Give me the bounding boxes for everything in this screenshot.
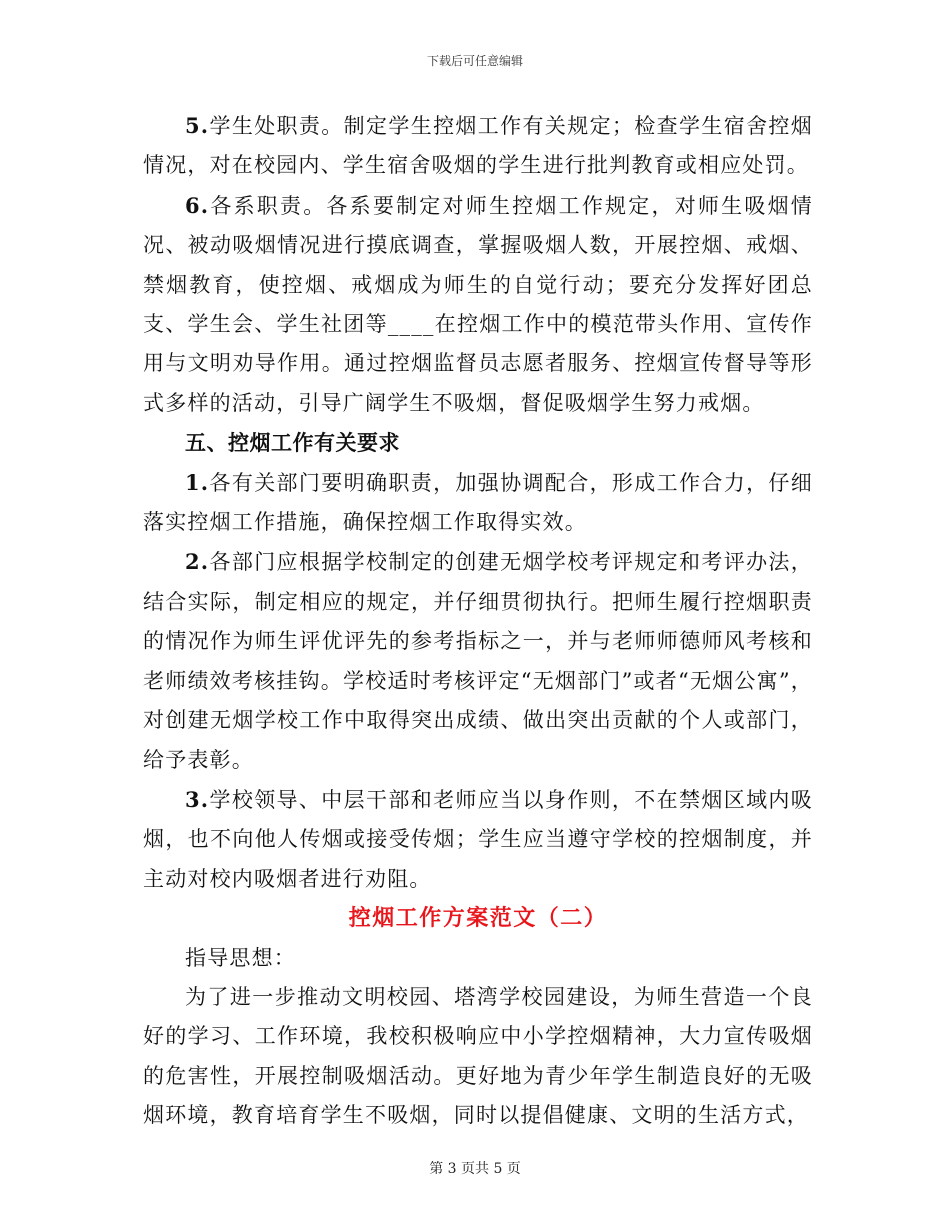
paragraph-requirement-2	[143, 542, 813, 779]
item-number: 2.	[185, 549, 210, 575]
paragraph-text: 学生处职责。制定学生控烟工作有关规定；检查学生宿舍控烟情况，对在校园内、学生宿舍吸烟的学生进行批判教育或相应处罚。	[143, 114, 813, 178]
item-number: 1.	[185, 469, 210, 495]
section-heading: 五、控烟工作有关要求	[185, 430, 400, 456]
paragraph-text: 各有关部门要明确职责，加强协调配合，形成工作合力，仔细落实控烟工作措施，确保控烟工作取得实效。	[143, 470, 813, 535]
paragraph-text: 各部门应根据学校制定的创建无烟学校考评规定和考评办法，结合实际，制定相应的规定，并仔细贯彻执行。把师生履行控烟职责的情况作为师生评优评先的参考指标之一，并与老师师德师风考核和老师绩效考核挂钩。学校适时考核评定“无烟部门”或者“无烟公寓”，对创建无烟学校工作中取得突出成绩、做出突出贡献的个人或部门，给予表彰。	[143, 550, 813, 772]
paragraph-guiding-thought: 为了进一步推动文明校园、塔湾学校园建设，为师生营造一个良好的学习、工作环境，我校积极响应中小学控烟精神，大力宣传吸烟的危害性，开展控制吸烟活动。更好地为青少年学生制造良好的无吸烟环境，教育培育学生不吸烟，同时以提倡健康、文明的生活方式，	[143, 984, 813, 1128]
paragraph-text: 学校领导、中层干部和老师应当以身作则，不在禁烟区域内吸烟，也不向他人传烟或接受传烟；学生应当遵守学校的控烟制度，并主动对校内吸烟者进行劝阻。	[143, 787, 813, 891]
paragraph-requirement-1	[143, 463, 813, 543]
paragraph-text: 各系职责。各系要制定对师生控烟工作规定，对师生吸烟情况、被动吸烟情况进行摸底调查，掌握吸烟人数，开展控烟、戒烟、禁烟教育，使控烟、戒烟成为师生的自觉行动；要充分发挥好团总支、学生会、学生社团等____在控烟工作中的模范带头作用、宣传作用与文明劝导作用。通过控烟监督员志愿者服务、控烟宣传督导等形式多样的活动，引导广阔学生不吸烟，督促吸烟学生努力戒烟。	[143, 193, 813, 415]
guide-label: 指导思想：	[185, 945, 296, 970]
paragraph-departments	[143, 186, 813, 423]
page-footer: 第 3 页共 5 页	[429, 1161, 521, 1177]
paragraph-requirement-3	[143, 780, 813, 899]
document-title: 控烟工作方案范文（二）	[348, 905, 608, 932]
item-number: 3.	[185, 786, 210, 812]
page-header: 下载后可任意编辑	[426, 54, 523, 68]
item-number: 6.	[185, 192, 210, 218]
item-number: 5.	[185, 113, 210, 138]
document-body	[143, 106, 813, 1136]
paragraph-student-affairs	[143, 106, 813, 186]
